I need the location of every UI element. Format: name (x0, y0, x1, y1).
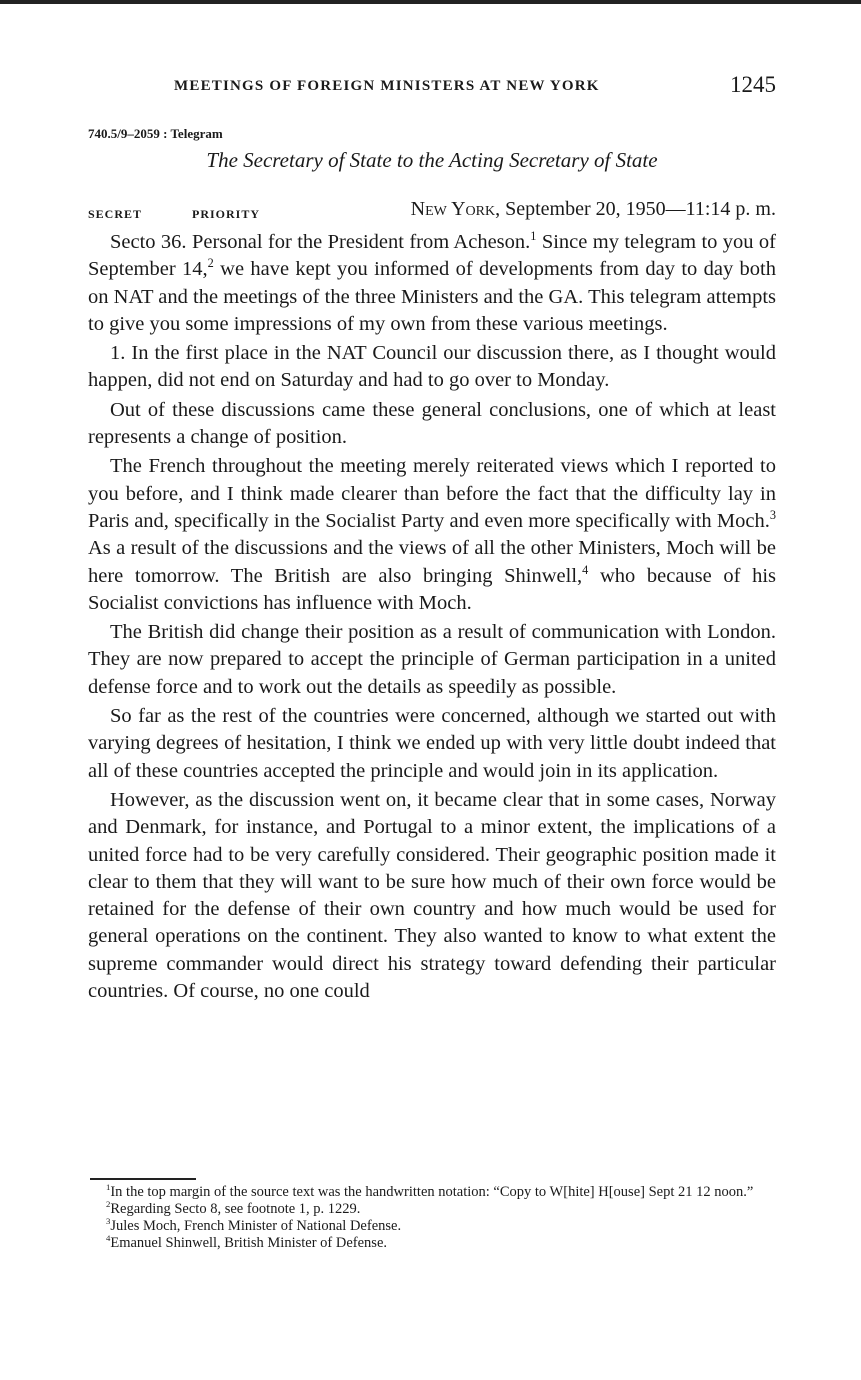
footnote-text: Jules Moch, French Minister of National Defense. (110, 1218, 402, 1234)
document-title: The Secretary of State to the Acting Secretary of State (206, 148, 658, 172)
footnote-divider (90, 1178, 196, 1180)
file-number: 740.5/9–2059 : Telegram (88, 126, 223, 141)
page-top-edge (0, 0, 861, 4)
footnote-ref-2: 2 (207, 256, 214, 271)
paragraph-1 (88, 229, 776, 338)
footnote-mark: 1 (106, 1182, 111, 1193)
running-title: MEETINGS OF FOREIGN MINISTERS AT NEW YORK (174, 78, 600, 94)
footnote-text: In the top margin of the source text was the handwritten notation: “Copy to W[hite] H[ouse] Sept 21 12 noon.” (110, 1184, 754, 1200)
paragraph-2: 1. In the first place in the NAT Council our discussion there, as I thought would happen, did not end on Saturday and had to go over to Monday. (88, 342, 776, 392)
place-name: New York (410, 198, 496, 220)
paragraph-4 (88, 453, 776, 617)
paragraph-7: However, as the discussion went on, it became clear that in some cases, Norway and Denmark, for instance, and Portugal to a minor extent, the implications of a united force had to be very carefully considered. Their geographic position made it clear to them that they will want to be sure how much of their own force would be retained for the defense of their own country and how much would be used for general operations on the continent. They also wanted to know to what extent the supreme commander would direct his strategy toward defending their particular countries. Of course, no one could (88, 788, 776, 1003)
priority-label: PRIORITY (192, 207, 261, 221)
paragraph-6: So far as the rest of the countries were concerned, although we started out with varying degrees of hesitation, I think we ended up with very little doubt indeed that all of these countries accepted the principle and would join in its application. (88, 705, 776, 782)
paragraph-1-text-c: we have kept you informed of developments from day to day both on NAT and the meetings of the three Ministers and the GA. This telegram attempts to give you some impressions of my own from these various meetings. (88, 258, 776, 335)
footnote-ref-4: 4 (582, 562, 589, 577)
footnote-text: Emanuel Shinwell, British Minister of Defense. (110, 1235, 388, 1251)
telegram-body (88, 229, 776, 1007)
paragraph-1-text-b: Since my telegram to you of September 14, (88, 231, 776, 281)
footnote (88, 1218, 776, 1235)
page-number: 1245 (730, 72, 776, 97)
date-time: , September 20, 1950—11:14 p. m. (495, 198, 776, 220)
footnote-ref-3: 3 (769, 508, 776, 523)
footnote-mark: 4 (106, 1233, 111, 1244)
footnotes (88, 1184, 776, 1252)
footnote-mark: 3 (106, 1216, 111, 1227)
place-date (411, 198, 776, 221)
paragraph-4-text-a: The French throughout the meeting merely reiterated views which I reported to you before, and I think made clearer than before the fact that the difficulty lay in Paris and, specifically in the Socialist Party and even more specifically with Moch. (88, 455, 776, 532)
paragraph-4-text-b: As a result of the discussions and the views of all the other Ministers, Moch will be here tomorrow. The British are also bringing Shinwell, (88, 537, 776, 587)
footnote (88, 1184, 776, 1201)
footnote-text: Regarding Secto 8, see footnote 1, p. 1229. (110, 1201, 361, 1217)
paragraph-4-text-c: who because of his Socialist convictions has influence with Moch. (88, 564, 776, 614)
paragraph-1-text-a: Secto 36. Personal for the President from Acheson. (110, 231, 531, 253)
paragraph-3: Out of these discussions came these general conclusions, one of which at least represents a change of position. (88, 398, 776, 449)
footnote-mark: 2 (106, 1199, 111, 1210)
running-head (88, 70, 776, 106)
classification-label: SECRET (88, 207, 143, 221)
dateline (88, 198, 776, 228)
paragraph-5: The British did change their position as a result of communication with London. They are now prepared to accept the principle of German participation in a united defense force and to work out the details as speedily as possible. (88, 621, 776, 698)
footnote (88, 1201, 776, 1218)
footnote (88, 1235, 776, 1252)
footnote-ref-1: 1 (530, 229, 537, 244)
